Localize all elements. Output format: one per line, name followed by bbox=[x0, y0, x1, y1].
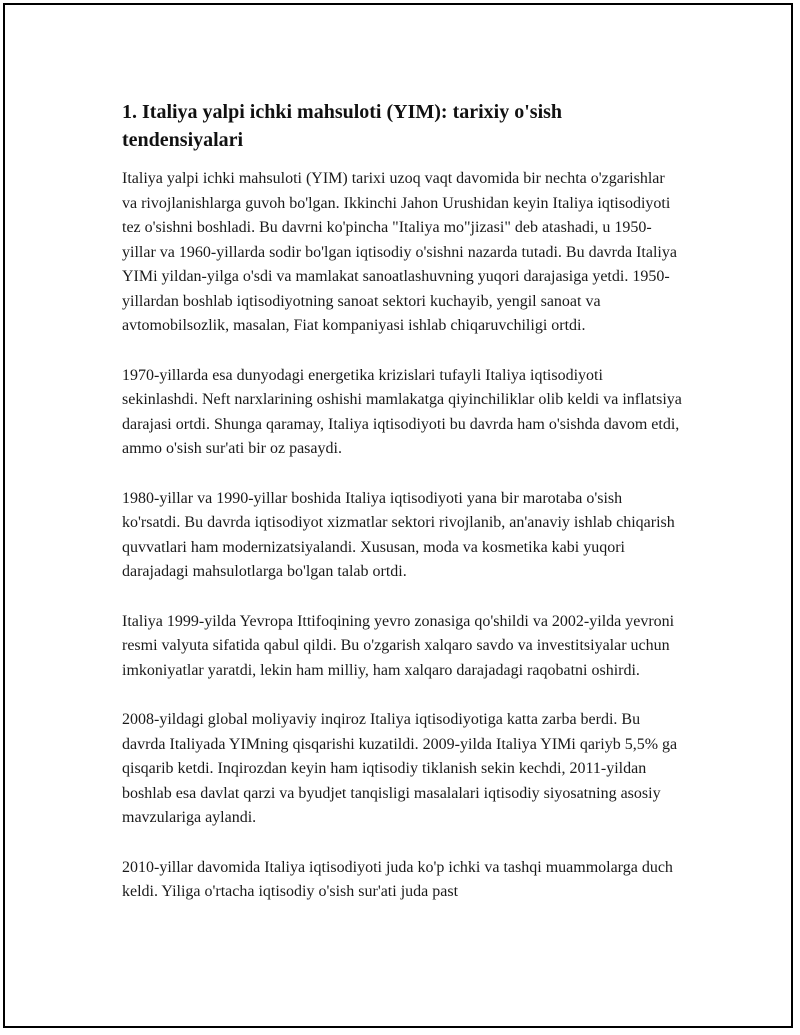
paragraph-1980s-1990s: 1980-yillar va 1990-yillar boshida Italiya iqtisodiyoti yana bir marotaba o'sish ko'rsatdi. Bu davrda iqtisodiyot xizmatlar sektori rivojlanib, an'anaviy ishlab chiqarish quvvatlari ham modernizatsiyalandi. Xususan, moda va kosmetika kabi yuqori darajadagi mahsulotlarga bo'lgan talab ortdi. bbox=[122, 489, 675, 580]
paragraph-2010s: 2010-yillar davomida Italiya iqtisodiyoti juda ko'p ichki va tashqi muammolarga duch keldi. Yiliga o'rtacha iqtisodiy o'sish sur'ati juda past bbox=[122, 858, 673, 900]
section-title: 1. Italiya yalpi ichki mahsuloti (YIM): tarixiy o'sish tendensiyalari bbox=[122, 101, 563, 151]
document-body bbox=[122, 98, 682, 930]
paragraph-2008-crisis: 2008-yildagi global moliyaviy inqiroz Italiya iqtisodiyotiga katta zarba berdi. Bu davrda Italiyada YIMning qisqarishi kuzatildi. 2009-yilda Italiya YIMi qariyb 5,5% ga qisqarib ketdi. Inqirozdan keyin ham iqtisodiy tiklanish sekin kechdi, 2011-yildan boshlab esa davlat qarzi va byudjet tanqisligi masalalari iqtisodiy siyosatning asosiy mavzulariga aylandi. bbox=[122, 711, 678, 826]
paragraph-euro-adoption: Italiya 1999-yilda Yevropa Ittifoqining yevro zonasiga qo'shildi va 2002-yilda yevroni resmi valyuta sifatida qabul qildi. Bu o'zgarish xalqaro savdo va investitsiyalar uchun imkoniyatlar yaratdi, lekin ham milliy, ham xalqaro darajadagi raqobatni oshirdi. bbox=[122, 612, 675, 679]
page-frame bbox=[3, 3, 793, 1028]
paragraph-1970s: 1970-yillarda esa dunyodagi energetika krizislari tufayli Italiya iqtisodiyoti sekinlashdi. Neft narxlarining oshishi mamlakatga qiyinchiliklar olib keldi va inflatsiya darajasi ortdi. Shunga qaramay, Italiya iqtisodiyoti bu davrda ham o'sishda davom etdi, ammo o'sish sur'ati bir oz pasaydi. bbox=[122, 366, 682, 457]
paragraph-postwar-growth: Italiya yalpi ichki mahsuloti (YIM) tarixi uzoq vaqt davomida bir nechta o'zgarishlar va rivojlanishlarga guvoh bo'lgan. Ikkinchi Jahon Urushidan keyin Italiya iqtisodiyoti tez o'sishni boshladi. Bu davrni ko'pincha "Italiya mo"jizasi" deb atashadi, u 1950-yillar va 1960-yillarda sodir bo'lgan iqtisodiy o'sishni nazarda tutadi. Bu davrda Italiya YIMi yildan-yilga o'sdi va mamlakat sanoatlashuvning yuqori darajasiga yetdi. 1950-yillardan boshlab iqtisodiyotning sanoat sektori kuchayib, yengil sanoat va avtomobilsozlik, masalan, Fiat kompaniyasi ishlab chiqaruvchiligi ortdi. bbox=[122, 170, 677, 334]
